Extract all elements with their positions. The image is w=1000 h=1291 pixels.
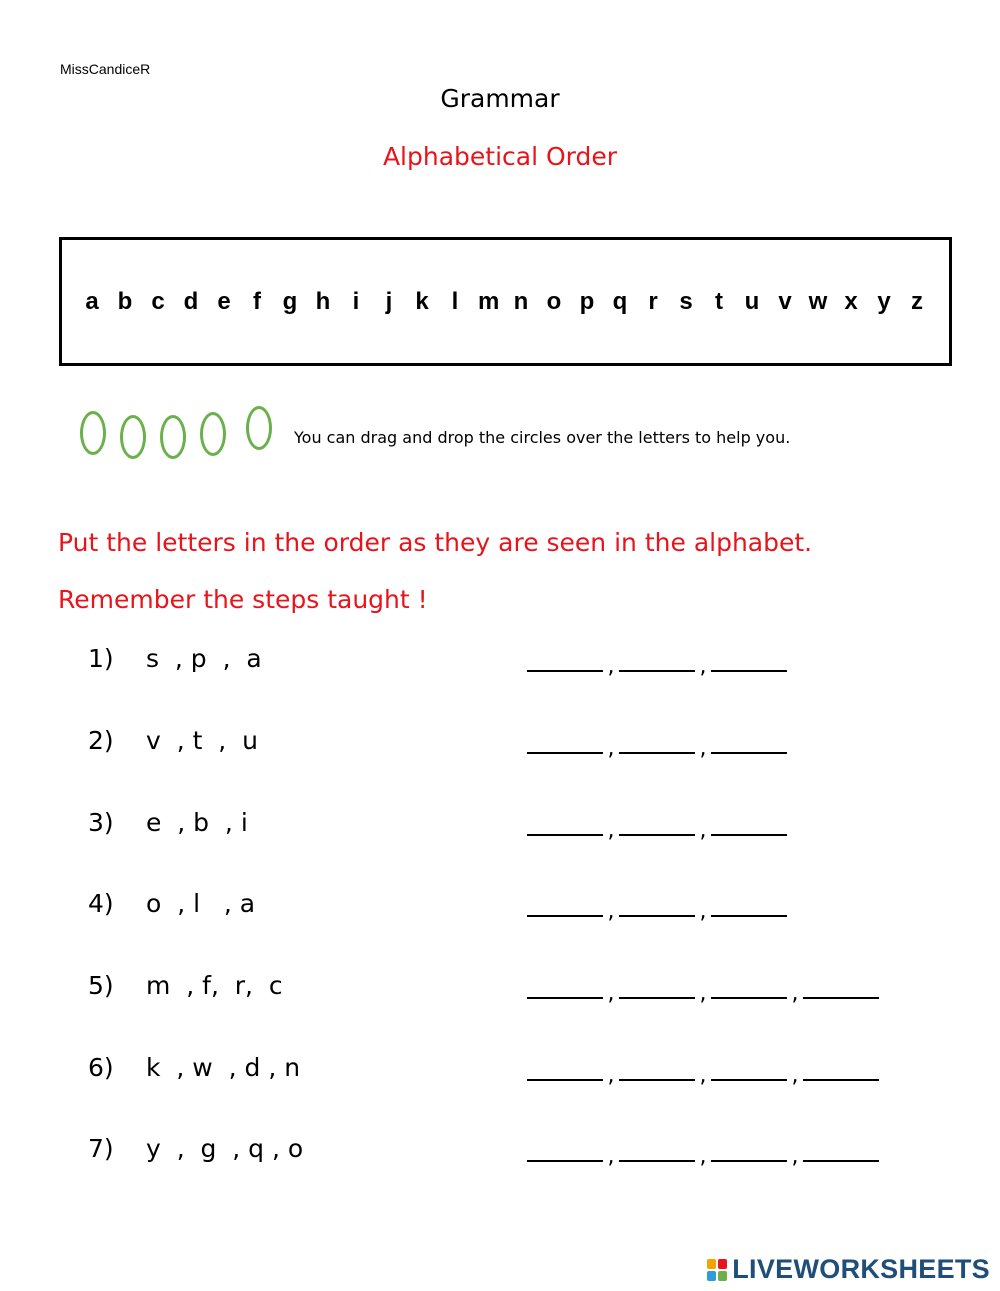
logo-icon-square [707, 1271, 716, 1281]
alphabet-letter: s [679, 287, 693, 315]
comma-separator: , [607, 899, 615, 924]
alphabet-letter: c [151, 287, 165, 315]
answer-blanks [527, 812, 787, 843]
answer-blanks [527, 1057, 879, 1088]
instruction-line-2: Remember the steps taught ! [58, 585, 428, 614]
answer-blanks [527, 893, 787, 924]
question-letters: m , f, r, c [146, 971, 283, 1000]
comma-separator: , [699, 1063, 707, 1088]
alphabet-box [59, 237, 952, 366]
alphabet-letter: d [183, 287, 199, 315]
helper-circles [76, 403, 281, 463]
question-letters: o , l , a [146, 889, 256, 918]
question-row [0, 889, 1000, 929]
comma-separator: , [791, 1063, 799, 1088]
alphabet-letter: u [744, 287, 760, 315]
answer-blank[interactable] [711, 812, 787, 836]
answer-blank[interactable] [527, 975, 603, 999]
author-name: MissCandiceR [60, 61, 151, 77]
question-number: 3) [88, 808, 114, 837]
question-row [0, 726, 1000, 766]
draggable-circle[interactable] [80, 411, 106, 455]
answer-blank[interactable] [619, 1057, 695, 1081]
question-letters: e , b , i [146, 808, 248, 837]
answer-blank[interactable] [619, 975, 695, 999]
alphabet-letter: y [877, 287, 891, 315]
alphabet-letter: b [117, 287, 133, 315]
answer-blank[interactable] [619, 1138, 695, 1162]
question-letters: k , w , d , n [146, 1053, 301, 1082]
alphabet-letter: h [315, 287, 331, 315]
answer-blank[interactable] [803, 1057, 879, 1081]
question-letters: y , g , q , o [146, 1134, 304, 1163]
draggable-circle[interactable] [160, 415, 186, 459]
answer-blanks [527, 1138, 879, 1169]
question-row [0, 1053, 1000, 1093]
answer-blank[interactable] [711, 1057, 787, 1081]
answer-blank[interactable] [711, 893, 787, 917]
answer-blank[interactable] [711, 648, 787, 672]
page-title: Grammar [440, 84, 560, 113]
answer-blank[interactable] [711, 730, 787, 754]
drag-hint: You can drag and drop the circles over the letters to help you. [294, 428, 791, 447]
answer-blank[interactable] [619, 648, 695, 672]
comma-separator: , [607, 981, 615, 1006]
comma-separator: , [607, 736, 615, 761]
question-row [0, 1134, 1000, 1174]
answer-blank[interactable] [619, 812, 695, 836]
question-row [0, 644, 1000, 684]
question-letters: v , t , u [146, 726, 258, 755]
answer-blank[interactable] [711, 1138, 787, 1162]
answer-blank[interactable] [803, 1138, 879, 1162]
comma-separator: , [699, 899, 707, 924]
alphabet-letter: j [385, 287, 393, 315]
alphabet-letter: l [451, 287, 459, 315]
instruction-line-1: Put the letters in the order as they are seen in the alphabet. [58, 528, 813, 557]
answer-blanks [527, 648, 787, 679]
answer-blank[interactable] [711, 975, 787, 999]
alphabet-letter: t [715, 287, 723, 315]
comma-separator: , [607, 1063, 615, 1088]
answer-blank[interactable] [527, 730, 603, 754]
answer-blanks [527, 975, 879, 1006]
comma-separator: , [791, 981, 799, 1006]
question-number: 7) [88, 1134, 114, 1163]
comma-separator: , [699, 981, 707, 1006]
comma-separator: , [699, 736, 707, 761]
question-number: 5) [88, 971, 114, 1000]
comma-separator: , [607, 1144, 615, 1169]
alphabet-letter: q [612, 287, 628, 315]
answer-blank[interactable] [619, 730, 695, 754]
question-number: 6) [88, 1053, 114, 1082]
alphabet-letter: a [85, 287, 99, 315]
alphabet-letter: k [415, 287, 429, 315]
question-row [0, 971, 1000, 1011]
answer-blank[interactable] [527, 1138, 603, 1162]
alphabet-letter: n [513, 287, 529, 315]
answer-blank[interactable] [527, 648, 603, 672]
alphabet-letter: z [911, 287, 923, 315]
alphabet-letter: m [478, 287, 500, 315]
draggable-circle[interactable] [200, 412, 226, 456]
answer-blank[interactable] [527, 893, 603, 917]
logo-text: LIVEWORKSHEETS [732, 1254, 990, 1284]
alphabet-letter: p [579, 287, 595, 315]
answer-blank[interactable] [803, 975, 879, 999]
alphabet-letter: x [844, 287, 858, 315]
draggable-circle[interactable] [120, 415, 146, 459]
alphabet-letter: o [546, 287, 562, 315]
draggable-circle[interactable] [246, 406, 272, 450]
comma-separator: , [791, 1144, 799, 1169]
liveworksheets-logo-icon [706, 1258, 728, 1282]
logo-icon-square [718, 1271, 727, 1281]
comma-separator: , [699, 1144, 707, 1169]
question-letters: s , p , a [146, 644, 262, 673]
answer-blank[interactable] [527, 812, 603, 836]
liveworksheets-logo [706, 1254, 990, 1285]
page-subtitle: Alphabetical Order [382, 142, 618, 171]
alphabet-letter: g [282, 287, 298, 315]
question-number: 2) [88, 726, 114, 755]
alphabet-letter: f [253, 287, 261, 315]
answer-blank[interactable] [527, 1057, 603, 1081]
alphabet-letter: e [217, 287, 231, 315]
comma-separator: , [699, 818, 707, 843]
question-number: 4) [88, 889, 114, 918]
alphabet-letter: v [778, 287, 792, 315]
comma-separator: , [607, 818, 615, 843]
answer-blank[interactable] [619, 893, 695, 917]
answer-blanks [527, 730, 787, 761]
alphabet-letter: r [648, 287, 658, 315]
logo-icon-square [707, 1259, 716, 1269]
alphabet-letter: w [808, 287, 828, 315]
logo-icon-square [718, 1259, 727, 1269]
question-number: 1) [88, 644, 114, 673]
comma-separator: , [699, 654, 707, 679]
question-row [0, 808, 1000, 848]
alphabet-letter: i [352, 287, 360, 315]
comma-separator: , [607, 654, 615, 679]
